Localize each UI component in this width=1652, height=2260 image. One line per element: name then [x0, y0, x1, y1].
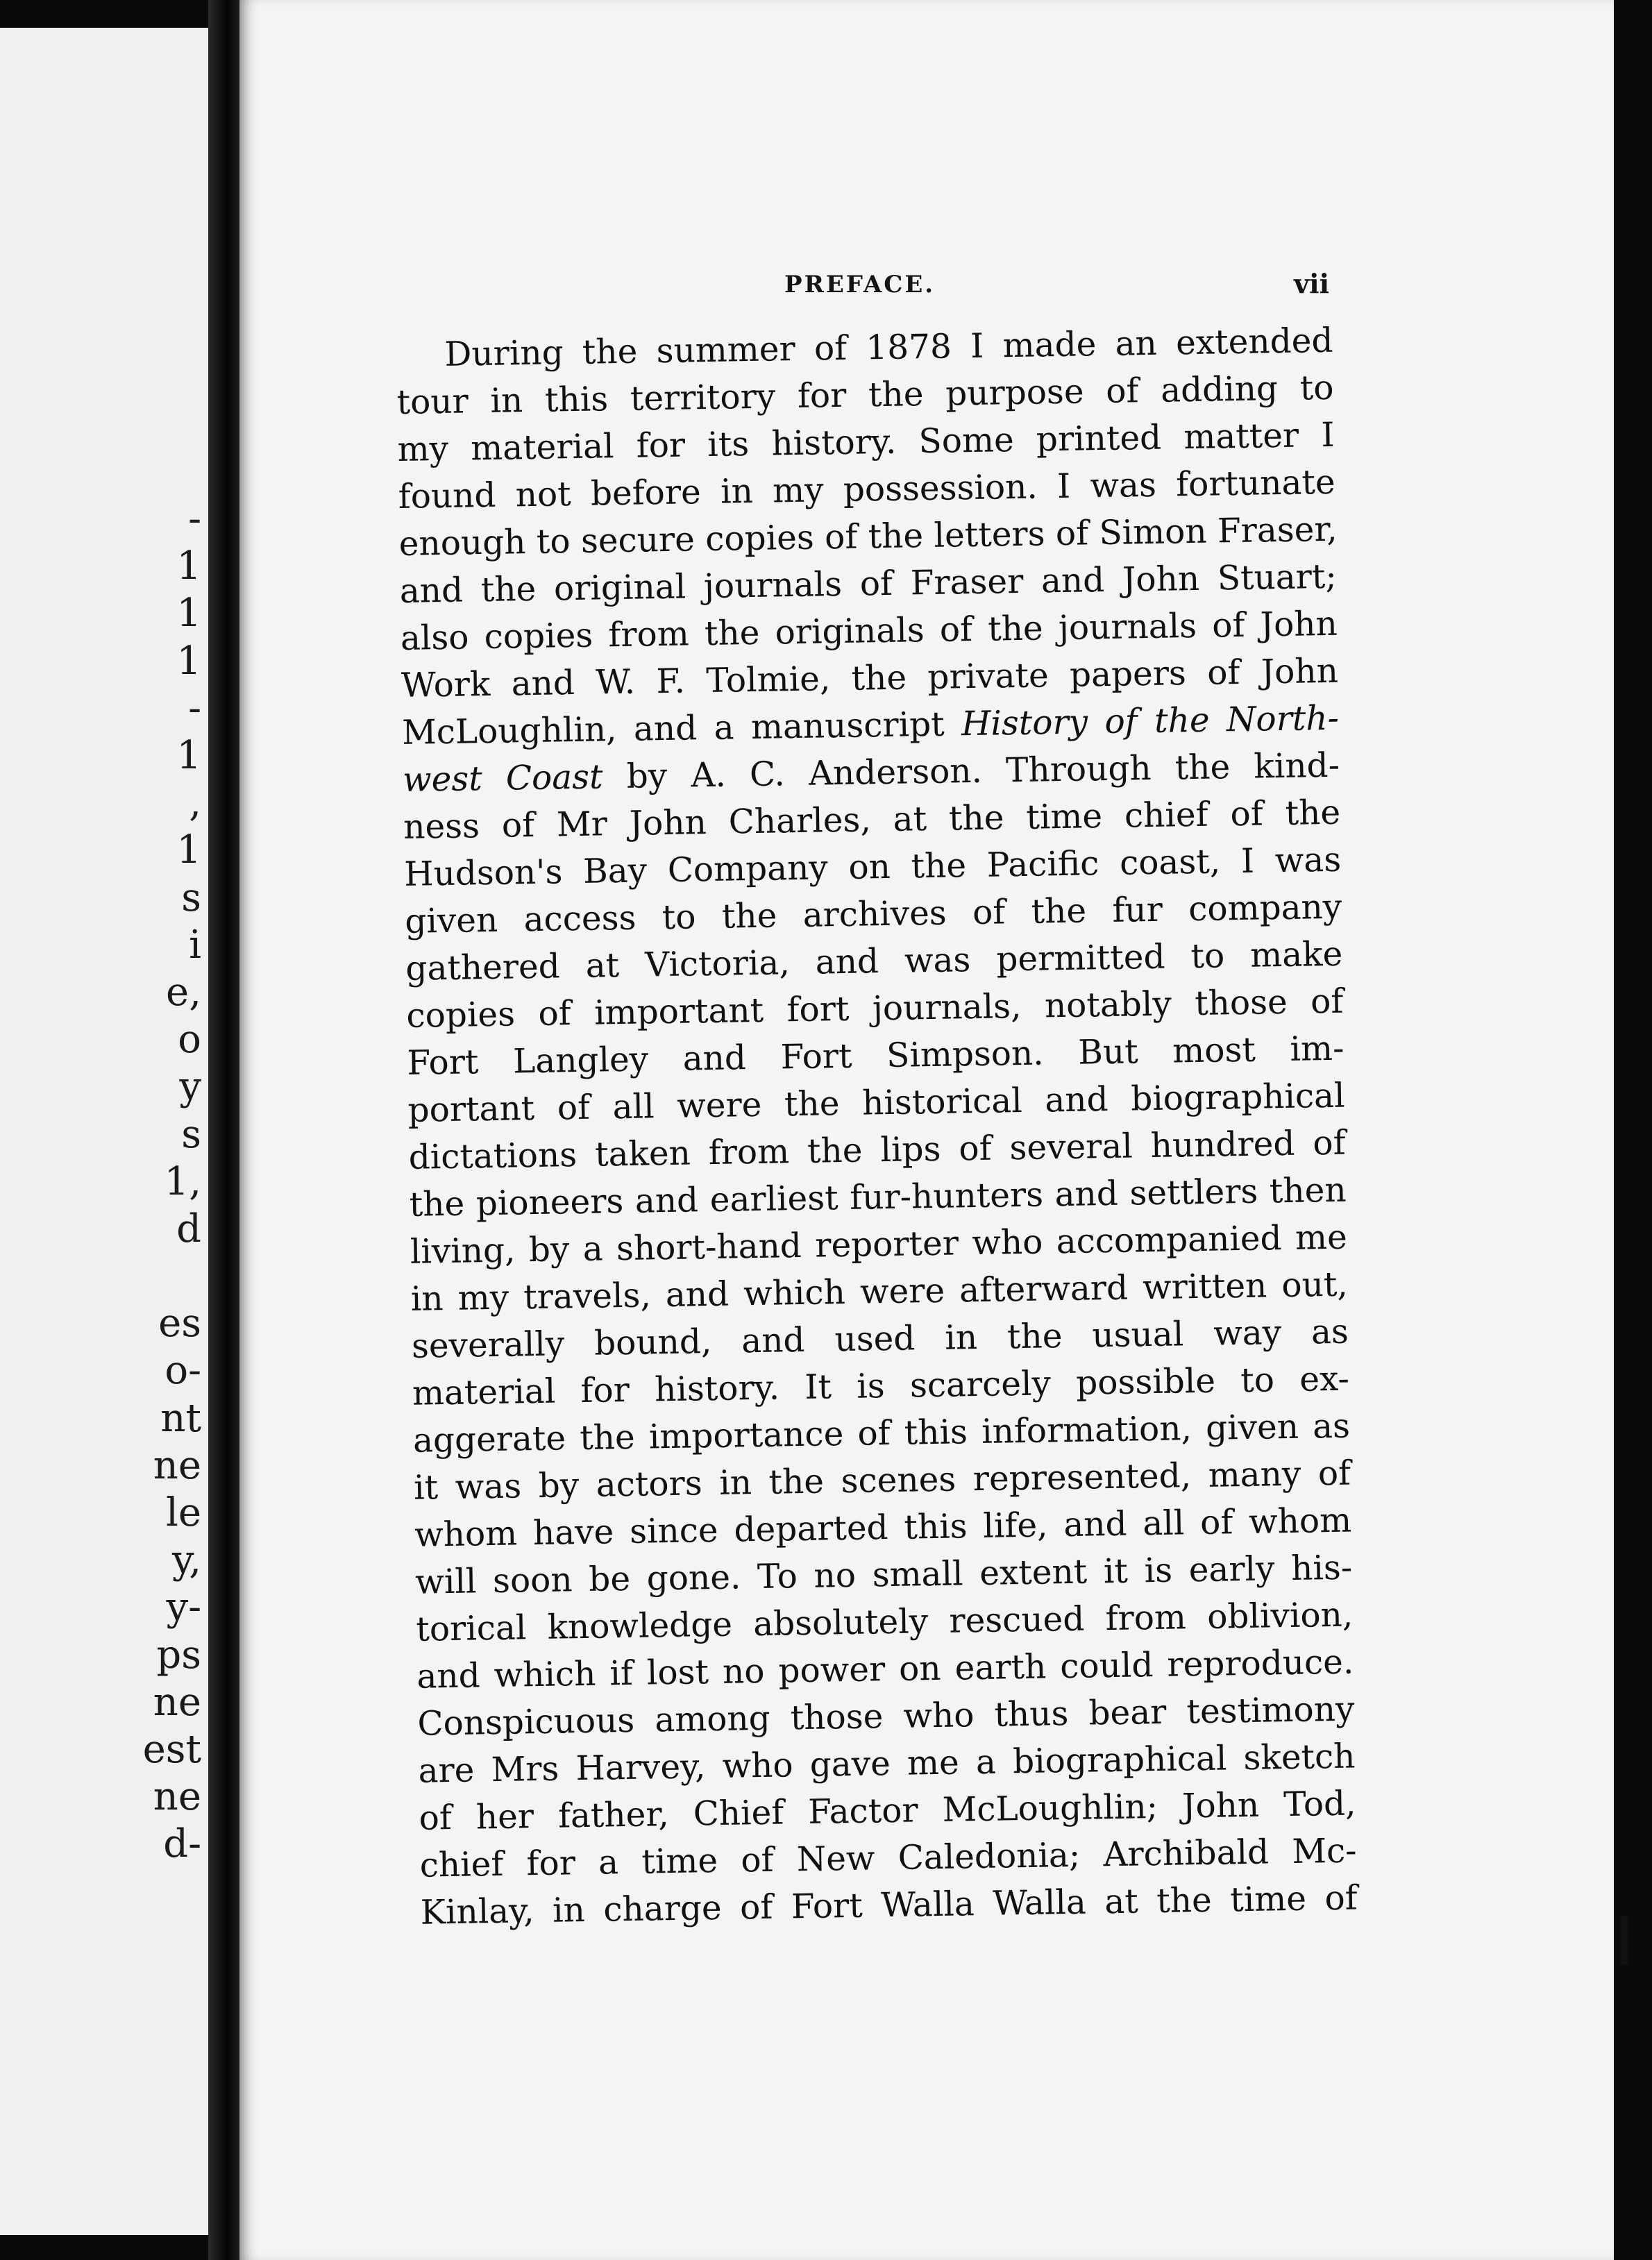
- previous-page-fragment: 1: [176, 543, 201, 589]
- page-number: vii: [1294, 268, 1329, 299]
- text-line: the pioneers and earliest fur-hunters and settlers then: [409, 1170, 1347, 1224]
- text-line: Conspicuous among those who thus bear testimony: [417, 1689, 1355, 1744]
- text-line: Hudson's Bay Company on the Pacific coast, I was: [403, 840, 1342, 894]
- text-line: enough to secure copies of the letters of Simon Fraser,: [398, 509, 1338, 564]
- running-head: [392, 268, 1329, 312]
- page-edge-mark: [1621, 1916, 1628, 1964]
- text-line: copies of important fort journals, notably those of: [406, 981, 1344, 1036]
- text-line: my material for its history. Some printed matter I: [397, 415, 1335, 469]
- previous-page-fragment: ne: [153, 1774, 201, 1820]
- previous-page-fragment: y: [179, 1064, 201, 1110]
- text-line: Kinlay, in charge of Fort Walla Walla at the time of: [420, 1878, 1358, 1932]
- italic-book-title-continued: west Coast: [402, 757, 603, 800]
- text-line: gathered at Victoria, and was permitted to make: [405, 934, 1343, 988]
- previous-page-fragment: s: [181, 1111, 201, 1157]
- text-line: During the summer of 1878 I made an extended: [444, 321, 1333, 374]
- previous-page-fragment: es: [158, 1301, 201, 1347]
- previous-page-fragment: ps: [156, 1632, 201, 1678]
- text-line: and the original journals of Fraser and John Stuart;: [399, 557, 1338, 611]
- previous-page-fragment: y,: [172, 1537, 201, 1583]
- text-line: Fort Langley and Fort Simpson. But most im-: [407, 1029, 1345, 1083]
- text-line: and which if lost no power on earth could reproduce.: [416, 1642, 1354, 1696]
- previous-page-fragment: o: [178, 1017, 201, 1063]
- previous-page-fragment: s: [181, 875, 201, 920]
- text-line-rest: by A. C. Anderson. Through the kind-: [602, 745, 1340, 797]
- text-line: are Mrs Harvey, who gave me a biographical sketch: [418, 1737, 1356, 1791]
- previous-page-fragment: ,: [189, 780, 201, 826]
- running-head-title: PREFACE.: [784, 271, 936, 298]
- text-line: of her father, Chief Factor McLoughlin; John Tod,: [419, 1784, 1356, 1838]
- previous-page-fragment: est: [142, 1727, 201, 1772]
- text-line-start: McLoughlin, and a manuscript: [401, 705, 962, 752]
- previous-page-fragment: 1,: [164, 1158, 201, 1204]
- previous-page-edge: [0, 28, 208, 2235]
- text-line: ness of Mr John Charles, at the time chief of the: [403, 793, 1341, 847]
- text-line: tour in this territory for the purpose of adding to: [396, 368, 1334, 422]
- previous-page-fragment: d-: [163, 1821, 201, 1867]
- text-line: material for history. It is scarcely possible to ex-: [412, 1359, 1350, 1413]
- previous-page-fragment: e,: [166, 970, 201, 1015]
- text-line: torical knowledge absolutely rescued from oblivion,: [415, 1595, 1354, 1649]
- previous-page-fragment: ne: [153, 1679, 201, 1725]
- italic-book-title: History of the North-: [961, 698, 1340, 744]
- text-line: portant of all were the historical and biographical: [407, 1076, 1345, 1130]
- previous-page-fragment: -: [188, 496, 201, 541]
- previous-page-fragment: nt: [160, 1395, 201, 1441]
- previous-page-fragment: ne: [153, 1442, 201, 1488]
- text-line: dictations taken from the lips of several hundred of: [408, 1123, 1346, 1177]
- text-line: living, by a short-hand reporter who accompanied me: [410, 1217, 1348, 1272]
- text-line: it was by actors in the scenes represented, many of: [413, 1453, 1351, 1508]
- text-line: also copies from the originals of the journals of John: [400, 604, 1338, 658]
- previous-page-fragment: o-: [165, 1348, 201, 1394]
- text-line: aggerate the importance of this information, given as: [412, 1406, 1351, 1460]
- text-line: found not before in my possession. I was fortunate: [398, 462, 1336, 516]
- previous-page-fragment: d: [176, 1206, 201, 1251]
- previous-page-fragment: 1: [176, 827, 201, 873]
- book-gutter: [208, 0, 239, 2260]
- text-line: given access to the archives of the fur company: [404, 887, 1342, 941]
- previous-page-line-endings: [0, 28, 208, 2235]
- previous-page-fragment: y-: [166, 1585, 201, 1630]
- text-line: severally bound, and used in the usual way as: [411, 1312, 1349, 1366]
- previous-page-fragment: 1: [176, 638, 201, 684]
- text-line: whom have since departed this life, and all of whom: [414, 1501, 1352, 1555]
- previous-page-fragment: 1: [176, 591, 201, 636]
- preface-paragraph: [396, 317, 1358, 1937]
- previous-page-fragment: i: [189, 922, 201, 968]
- text-line: chief for a time of New Caledonia; Archibald Mc-: [419, 1831, 1357, 1885]
- text-line: will soon be gone. To no small extent it is early his-: [414, 1548, 1353, 1602]
- text-line: in my travels, and which were afterward written out,: [410, 1265, 1349, 1319]
- text-line: Work and W. F. Tolmie, the private papers of John: [401, 651, 1339, 705]
- previous-page-fragment: -: [188, 685, 201, 731]
- previous-page-fragment: 1: [176, 733, 201, 778]
- previous-page-fragment: le: [165, 1490, 201, 1535]
